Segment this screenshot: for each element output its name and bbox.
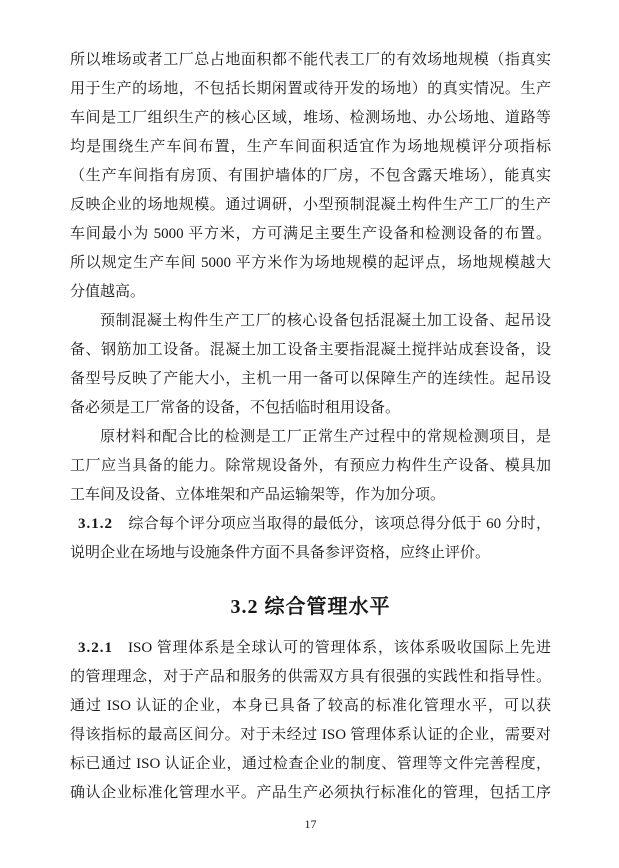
text-line: 均是围绕生产车间布置，生产车间面积适宜作为场地规模评分项指标 xyxy=(70,139,551,155)
clause-number: 3.1.2 xyxy=(78,516,113,532)
text-line: 车间是工厂组织生产的核心区域，堆场、检测场地、办公场地、道路等 xyxy=(70,110,551,126)
text-line: 说明企业在场地与设施条件方面不具备参评资格，应终止评价。 xyxy=(70,545,491,561)
text-line: 用于生产的场地，不包括长期闲置或待开发的场地）的真实情况。生产 xyxy=(70,81,551,97)
text-line: 工车间及设备、立体堆架和产品运输架等，作为加分项。 xyxy=(70,487,446,503)
text-line xyxy=(70,510,551,539)
section-heading: 3.2 综合管理水平 xyxy=(230,596,391,618)
text-line: 的管理理念，对于产品和服务的供需双方具有很强的实践性和指导性。 xyxy=(70,669,551,685)
text-line: 备、钢筋加工设备。混凝土加工设备主要指混凝土搅拌站成套设备，设 xyxy=(70,342,551,358)
text-line: 通过 ISO 认证的企业，本身已具备了较高的标准化管理水平，可以获 xyxy=(70,698,551,714)
text-line: 标已通过 ISO 认证企业，通过检查企业的制度、管理等文件完善程度， xyxy=(70,756,551,772)
clause-number: 3.2.1 xyxy=(78,640,113,656)
page-number: 17 xyxy=(304,817,317,831)
text-line: 车间最小为 5000 平方米，方可满足主要生产设备和检测设备的布置。 xyxy=(70,226,551,242)
text-line: 原材料和配合比的检测是工厂正常生产过程中的常规检测项目，是 xyxy=(100,429,551,445)
text-line: 备型号反映了产能大小，主机一用一备可以保障生产的连续性。起吊设 xyxy=(70,371,551,387)
text-line: 预制混凝土构件生产工厂的核心设备包括混凝土加工设备、起吊设 xyxy=(100,313,551,329)
clause-text: ISO 管理体系是全球认可的管理体系，该体系吸收国际上先进 xyxy=(128,640,551,656)
text-line: 工厂应当具备的能力。除常规设备外，有预应力构件生产设备、模具加 xyxy=(70,458,551,474)
text-line: 备必须是工厂常备的设备，不包括临时租用设备。 xyxy=(70,400,401,416)
text-line xyxy=(70,634,551,663)
text-line: 反映企业的场地规模。通过调研，小型预制混凝土构件生产工厂的生产 xyxy=(70,197,551,213)
clause-text: 综合每个评分项应当取得的最低分，该项总得分低于 60 分时， xyxy=(128,516,551,532)
text-line: 所以规定生产车间 5000 平方米作为场地规模的起评点，场地规模越大 xyxy=(70,255,551,271)
text-line: （生产车间指有房顶、有围护墙体的厂房，不包含露天堆场），能真实 xyxy=(70,168,551,184)
text-line: 确认企业标准化管理水平。产品生产必须执行标准化的管理，包括工序 xyxy=(70,785,551,801)
text-line: 所以堆场或者工厂总占地面积都不能代表工厂的有效场地规模（指真实 xyxy=(70,52,551,68)
text-line: 分值越高。 xyxy=(70,284,146,300)
text-line: 得该指标的最高区间分。对于未经过 ISO 管理体系认证的企业，需要对 xyxy=(70,727,551,743)
